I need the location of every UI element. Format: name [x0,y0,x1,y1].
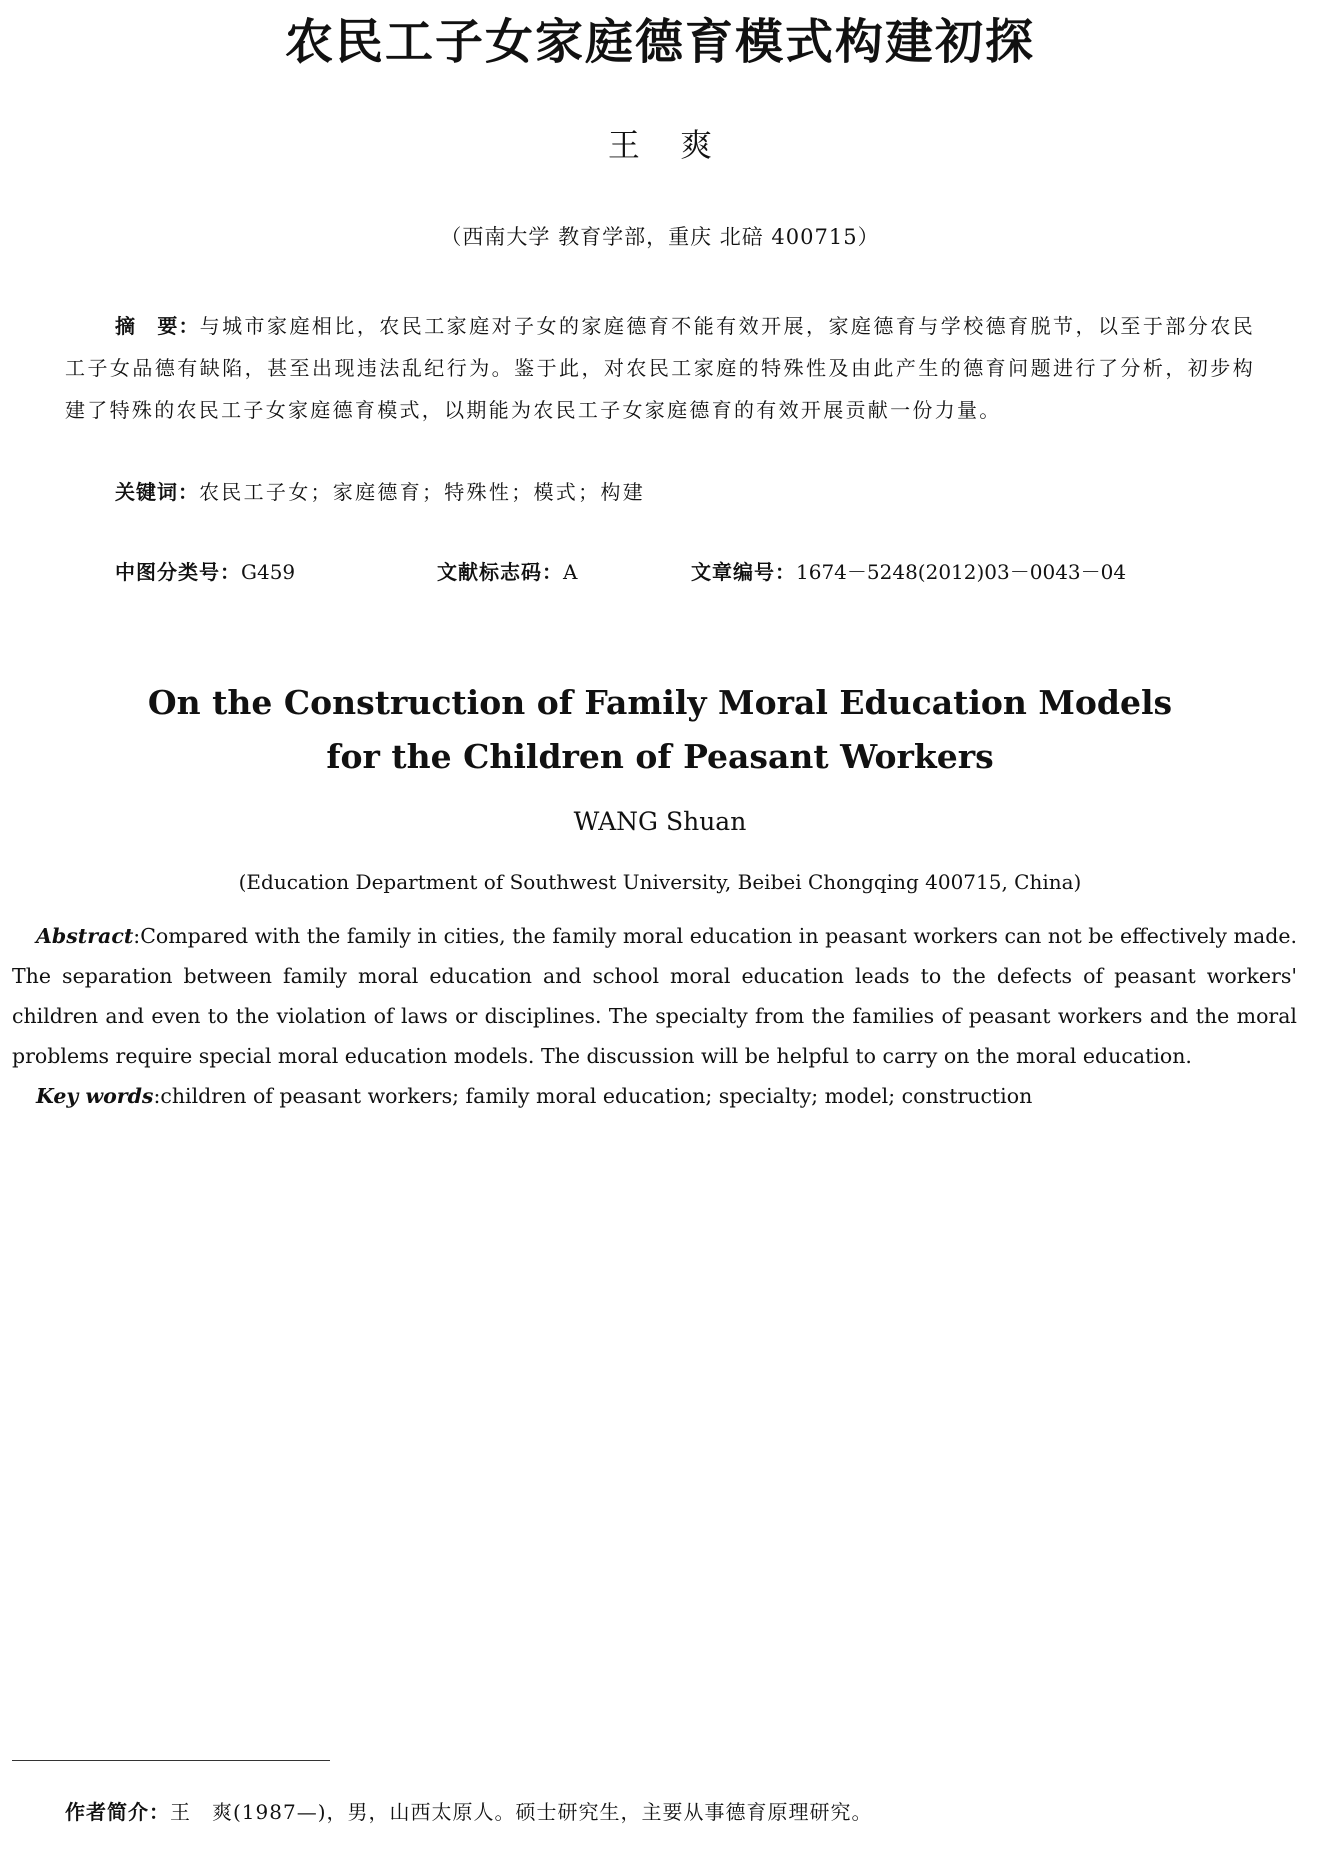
chinese-title: 农民工子女家庭德育模式构建初探 [284,14,1035,70]
english-author: WANG Shuan [573,807,747,836]
author-bio-footnote [65,1797,1265,1827]
english-keywords [36,1076,1296,1116]
document-code-value: A [563,560,578,584]
english-keywords-label: Key words [36,1084,154,1108]
english-title-line-1: On the Construction of Family Moral Education Models [147,683,1173,722]
document-code-label: 文献标志码： [437,560,563,584]
footnote-label: 作者简介： [65,1800,170,1824]
chinese-keywords [115,471,1255,513]
english-abstract [12,916,1297,1076]
english-abstract-text: :Compared with the family in cities, the family moral education in peasant workers can not be effectively made. The separation between family moral education and school moral education leads to the defects of peasant workers' children and even to the violation of laws or disciplines. The specialty from the families of peasant workers and the moral problems require special moral education models. The discussion will be helpful to carry on the moral education. [12,924,1297,1068]
chinese-author: 王 爽 [607,126,713,164]
chinese-abstract [65,305,1255,431]
article-number [691,557,1126,587]
clc-label: 中图分类号： [115,560,241,584]
clc-value: G459 [241,560,296,584]
english-title [0,676,1320,784]
article-number-value: 1674－5248(2012)03－0043－04 [796,560,1127,584]
footnote-text: 王 爽(1987—)，男，山西太原人。硕士研究生，主要从事德育原理研究。 [170,1800,873,1824]
english-abstract-label: Abstract [36,924,134,948]
chinese-affiliation: （西南大学 教育学部，重庆 北碚 400715） [440,225,880,249]
chinese-abstract-text: 与城市家庭相比，农民工家庭对子女的家庭德育不能有效开展，家庭德育与学校德育脱节，以至于部分农民工子女品德有缺陷，甚至出现违法乱纪行为。鉴于此，对农民工家庭的特殊性及由此产生的德育问题进行了分析，初步构建了特殊的农民工子女家庭德育模式，以期能为农民工子女家庭德育的有效开展贡献一份力量。 [65,314,1255,422]
english-keywords-text: :children of peasant workers; family moral education; specialty; model; construction [153,1084,1033,1108]
english-title-line-2: for the Children of Peasant Workers [326,737,994,776]
footnote-divider [12,1760,330,1761]
chinese-abstract-label: 摘 要： [115,314,200,338]
document-code [437,557,577,587]
clc-number [115,557,295,587]
english-affiliation: (Education Department of Southwest University, Beibei Chongqing 400715, China) [238,870,1082,894]
article-number-label: 文章编号： [691,560,796,584]
chinese-keywords-text: 农民工子女；家庭德育；特殊性；模式；构建 [199,480,645,504]
chinese-keywords-label: 关键词： [115,480,199,504]
